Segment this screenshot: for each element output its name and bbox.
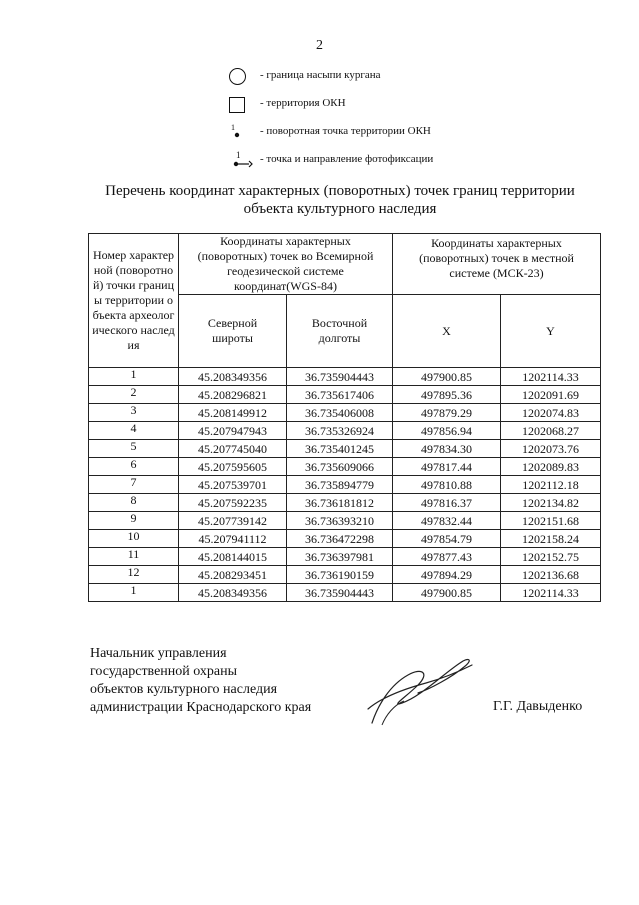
legend-label: - граница насыпи кургана bbox=[260, 69, 381, 81]
x-cell: 497832.44 bbox=[393, 512, 501, 530]
y-cell: 1202074.83 bbox=[501, 404, 601, 422]
legend-label: - территория ОКН bbox=[260, 97, 346, 109]
legend-item-mound-boundary bbox=[226, 66, 606, 94]
table-row bbox=[89, 458, 601, 476]
longitude-cell: 36.735894779 bbox=[287, 476, 393, 494]
point-number: 2 bbox=[89, 386, 179, 404]
x-cell: 497895.36 bbox=[393, 386, 501, 404]
header-wgs84: Координаты характерных (поворотных) точек во Всемирной геодезической системе координат(WGS-84) bbox=[179, 234, 393, 295]
legend-item-photo-point bbox=[226, 150, 606, 178]
y-cell: 1202134.82 bbox=[501, 494, 601, 512]
y-cell: 1202136.68 bbox=[501, 566, 601, 584]
header-east-longitude: Восточной долготы bbox=[287, 295, 393, 368]
point-number: 8 bbox=[89, 494, 179, 512]
header-point-number: Номер характерной (поворотной) точки границы территории объекта археологического наследия bbox=[89, 234, 179, 368]
x-cell: 497900.85 bbox=[393, 368, 501, 386]
legend-label: - поворотная точка территории ОКН bbox=[260, 125, 431, 137]
longitude-cell: 36.735904443 bbox=[287, 368, 393, 386]
point-number: 9 bbox=[89, 512, 179, 530]
x-cell: 497894.29 bbox=[393, 566, 501, 584]
longitude-cell: 36.735609066 bbox=[287, 458, 393, 476]
x-cell: 497834.30 bbox=[393, 440, 501, 458]
latitude-cell: 45.208149912 bbox=[179, 404, 287, 422]
latitude-cell: 45.207539701 bbox=[179, 476, 287, 494]
circle-icon bbox=[226, 66, 254, 88]
longitude-cell: 36.735904443 bbox=[287, 584, 393, 602]
point-number: 7 bbox=[89, 476, 179, 494]
signature-image bbox=[360, 645, 480, 730]
longitude-cell: 36.736397981 bbox=[287, 548, 393, 566]
x-cell: 497810.88 bbox=[393, 476, 501, 494]
latitude-cell: 45.207745040 bbox=[179, 440, 287, 458]
y-cell: 1202151.68 bbox=[501, 512, 601, 530]
y-cell: 1202068.27 bbox=[501, 422, 601, 440]
table-row bbox=[89, 386, 601, 404]
x-cell: 497877.43 bbox=[393, 548, 501, 566]
x-cell: 497817.44 bbox=[393, 458, 501, 476]
table-row bbox=[89, 476, 601, 494]
y-cell: 1202152.75 bbox=[501, 548, 601, 566]
header-msk23: Координаты характерных (поворотных) точек в местной системе (МСК-23) bbox=[393, 234, 601, 295]
longitude-cell: 36.736393210 bbox=[287, 512, 393, 530]
table-row bbox=[89, 584, 601, 602]
table-row bbox=[89, 566, 601, 584]
longitude-cell: 36.735401245 bbox=[287, 440, 393, 458]
coordinates-table bbox=[88, 233, 601, 602]
x-cell: 497816.37 bbox=[393, 494, 501, 512]
latitude-cell: 45.208349356 bbox=[179, 584, 287, 602]
signatory-position: Начальник управления государственной охраны объектов культурного наследия администрации Краснодарского края bbox=[90, 646, 312, 715]
title-line-2: объекта культурного наследия bbox=[243, 201, 437, 217]
page-title bbox=[80, 182, 600, 218]
latitude-cell: 45.208296821 bbox=[179, 386, 287, 404]
header-y: Y bbox=[501, 295, 601, 368]
latitude-cell: 45.207941112 bbox=[179, 530, 287, 548]
turning-point-icon bbox=[226, 122, 254, 144]
longitude-cell: 36.735406008 bbox=[287, 404, 393, 422]
point-number: 1 bbox=[89, 584, 179, 602]
latitude-cell: 45.208144015 bbox=[179, 548, 287, 566]
table-row bbox=[89, 440, 601, 458]
x-cell: 497879.29 bbox=[393, 404, 501, 422]
point-number: 6 bbox=[89, 458, 179, 476]
photo-point-marker: 1 bbox=[236, 150, 241, 160]
latitude-cell: 45.207592235 bbox=[179, 494, 287, 512]
x-cell: 497854.79 bbox=[393, 530, 501, 548]
point-number: 10 bbox=[89, 530, 179, 548]
table-row bbox=[89, 548, 601, 566]
latitude-cell: 45.207947943 bbox=[179, 422, 287, 440]
legend-item-turning-point bbox=[226, 122, 606, 150]
table-row bbox=[89, 512, 601, 530]
y-cell: 1202089.83 bbox=[501, 458, 601, 476]
latitude-cell: 45.207595605 bbox=[179, 458, 287, 476]
point-number: 12 bbox=[89, 566, 179, 584]
point-number: 11 bbox=[89, 548, 179, 566]
y-cell: 1202158.24 bbox=[501, 530, 601, 548]
header-north-latitude: Северной широты bbox=[179, 295, 287, 368]
latitude-cell: 45.208293451 bbox=[179, 566, 287, 584]
legend-item-okn-territory bbox=[226, 94, 606, 122]
y-cell: 1202091.69 bbox=[501, 386, 601, 404]
point-number: 4 bbox=[89, 422, 179, 440]
x-cell: 497900.85 bbox=[393, 584, 501, 602]
square-icon bbox=[226, 94, 254, 116]
title-line-1: Перечень координат характерных (поворотных) точек границ территории bbox=[105, 183, 575, 199]
table-row bbox=[89, 494, 601, 512]
table-row bbox=[89, 368, 601, 386]
table-row bbox=[89, 404, 601, 422]
longitude-cell: 36.735617406 bbox=[287, 386, 393, 404]
y-cell: 1202114.33 bbox=[501, 368, 601, 386]
table-row bbox=[89, 422, 601, 440]
photo-point-icon bbox=[226, 150, 254, 172]
page-number: 2 bbox=[316, 38, 323, 53]
point-number: 3 bbox=[89, 404, 179, 422]
legend-label: - точка и направление фотофиксации bbox=[260, 153, 434, 165]
table-row bbox=[89, 530, 601, 548]
point-number: 1 bbox=[89, 368, 179, 386]
latitude-cell: 45.207739142 bbox=[179, 512, 287, 530]
longitude-cell: 36.736181812 bbox=[287, 494, 393, 512]
longitude-cell: 36.736190159 bbox=[287, 566, 393, 584]
legend bbox=[226, 66, 606, 178]
header-x: X bbox=[393, 295, 501, 368]
turning-point-marker: 1 bbox=[231, 123, 235, 132]
y-cell: 1202073.76 bbox=[501, 440, 601, 458]
latitude-cell: 45.208349356 bbox=[179, 368, 287, 386]
y-cell: 1202112.18 bbox=[501, 476, 601, 494]
y-cell: 1202114.33 bbox=[501, 584, 601, 602]
point-number: 5 bbox=[89, 440, 179, 458]
signer-name: Г.Г. Давыденко bbox=[493, 699, 583, 714]
x-cell: 497856.94 bbox=[393, 422, 501, 440]
longitude-cell: 36.735326924 bbox=[287, 422, 393, 440]
longitude-cell: 36.736472298 bbox=[287, 530, 393, 548]
